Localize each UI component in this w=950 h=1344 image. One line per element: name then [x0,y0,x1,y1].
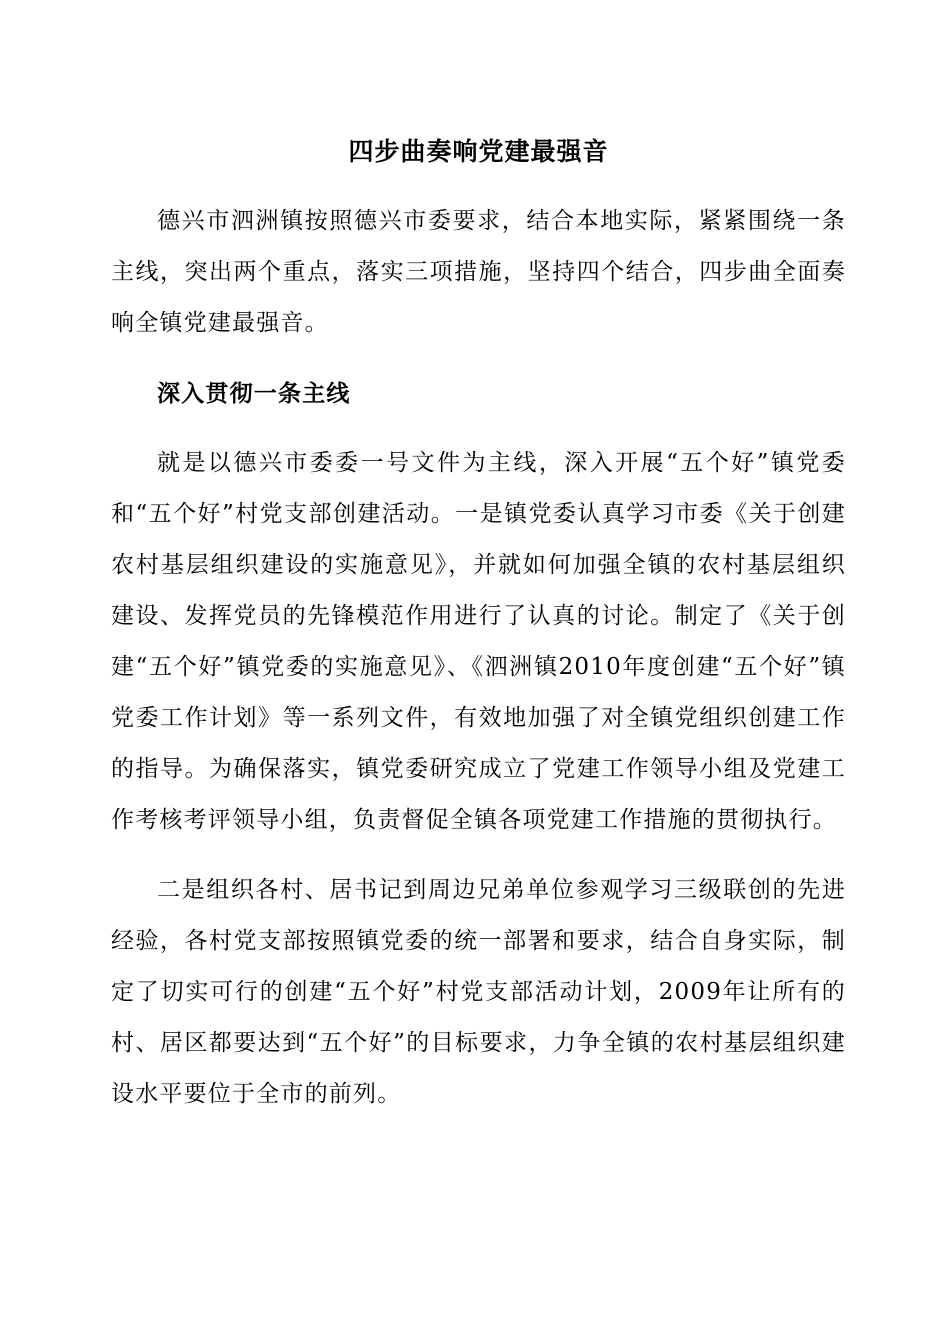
section-paragraph-1: 就是以德兴市委委一号文件为主线，深入开展“五个好”镇党委和“五个好”村党支部创建活动。一是镇党委认真学习市委《关于创建农村基层组织建设的实施意见》，并就如何加强全镇的农村基层组织建设、发挥党员的先锋模范作用进行了认真的讨论。制定了《关于创建“五个好”镇党委的实施意见》、《泗洲镇2010年度创建“五个好”镇党委工作计划》等一系列文件，有效地加强了对全镇党组织创建工作的指导。为确保落实，镇党委研究成立了党建工作领导小组及党建工作考核考评领导小组，负责督促全镇各项党建工作措施的贯彻执行。 [111,450,846,833]
section-heading: 深入贯彻一条主线 [157,380,351,407]
intro-paragraph: 德兴市泗洲镇按照德兴市委要求，结合本地实际，紧紧围绕一条主线，突出两个重点，落实三项措施，坚持四个结合，四步曲全面奏响全镇党建最强音。 [111,208,846,336]
document-title: 四步曲奏响党建最强音 [348,137,609,166]
document-page [111,120,846,1120]
section-paragraph-2: 二是组织各村、居书记到周边兄弟单位参观学习三级联创的先进经验，各村党支部按照镇党委的统一部署和要求，结合自身实际，制定了切实可行的创建“五个好”村党支部活动计划，2009年让所有的村、居区都要达到“五个好”的目标要求，力争全镇的农村基层组织建设水平要位于全市的前列。 [111,877,846,1107]
